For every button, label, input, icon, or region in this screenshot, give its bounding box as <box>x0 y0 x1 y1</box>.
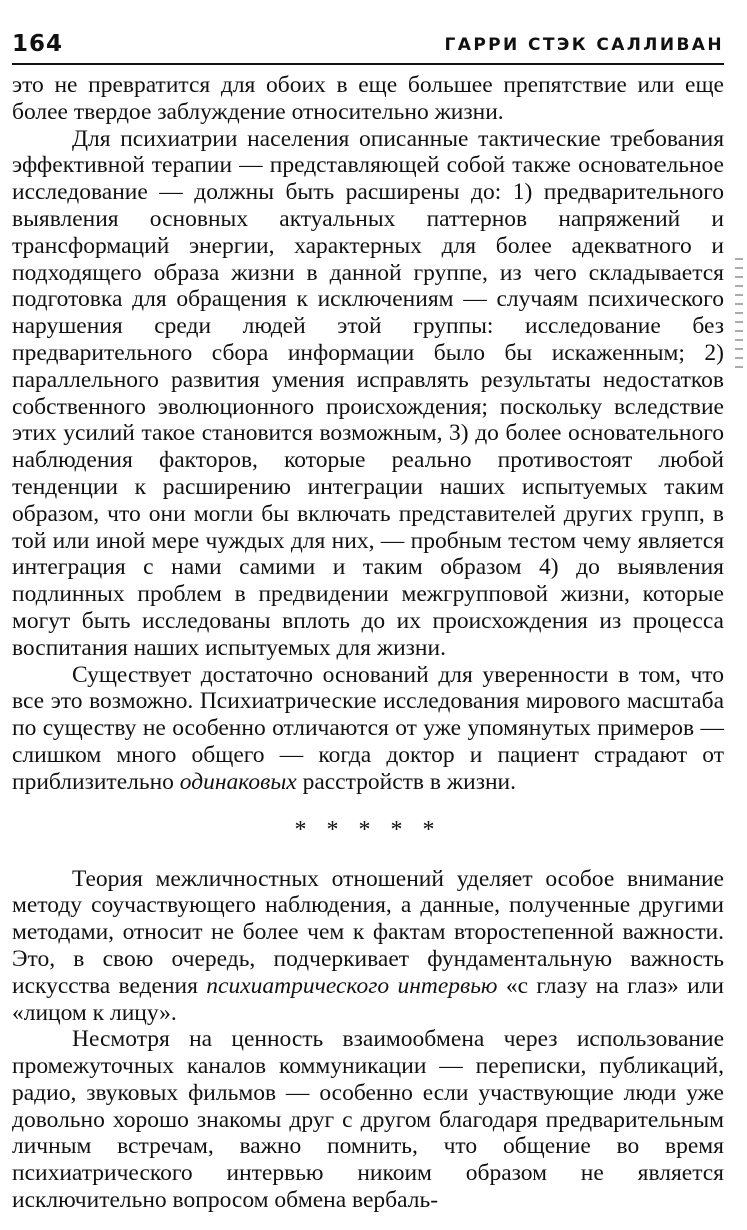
body-text <box>12 72 724 1214</box>
scan-gutter-marks <box>735 258 743 368</box>
section-separator: * * * * * <box>294 816 442 843</box>
header-rule <box>12 63 724 65</box>
paragraph-text-after-emphasis: «с глазу на глаз» или «лицом к лицу». <box>12 972 724 1026</box>
page-header <box>12 30 724 60</box>
paragraph-text-after-emphasis: расстройств в жизни. <box>296 768 517 795</box>
running-head: ГАРРИ СТЭК САЛЛИВАН <box>444 35 724 55</box>
italic-emphasis: психиатрического интервью <box>206 972 498 999</box>
page-number: 164 <box>12 31 64 57</box>
paragraph-population-psychiatry: Для психиатрии населения описанные тактические требования эффективной терапии — представляющей собой также основательное исследование — должны быть расширены до: 1) предварительного выявления основных актуальных паттернов напряжений и трансформаций энергии, характерных для более адекватного и подходящего образа жизни в данной группе, из чего складывается подготовка для обращения к исключениям — случаям психического нарушения среди людей этой группы: исследование без предварительного сбора информации было бы искаженным; 2) параллельного развития умения исправлять результаты недостатков собственного эволюционного происхождения; поскольку вследствие этих усилий такое становится возможным, 3) до более основательного наблюдения факторов, которые реально противостоят любой тенденции к расширению интеграции наших испытуемых таким образом, что они могли бы включать представителей других групп, в той или иной мере чуждых для них, — пробным тестом чему является интеграция с нами самими и таким образом 4) до выявления подлинных проблем в предвидении межгрупповой жизни, которые могут быть исследованы вплоть до их происхождения из процесса воспитания наших испытуемых для жизни. <box>12 125 724 661</box>
paragraph-text-before-emphasis: Существует достаточно оснований для уверенности в том, что все это возможно. Психиатрические исследования мирового масштаба по существу не особенно отличаются от уже упомянутых примеров — слишком много общего — когда доктор и пациент страдают от приблизительно <box>12 661 724 795</box>
paragraph-interpersonal-theory <box>12 866 724 1027</box>
paragraph-text-before-emphasis: Теория межличностных отношений уделяет особое внимание методу соучаствующего наблюдения, а данные, полученные другими методами, относит не более чем к фактам второстепенной важности. Это, в свою очередь, подчеркивает фундаментальную важность искусства ведения <box>12 865 724 999</box>
italic-emphasis: одинаковых <box>179 768 297 795</box>
paragraph-communication-channels: Несмотря на ценность взаимообмена через использование промежуточных каналов коммуникации — переписки, публикаций, радио, звуковых фильмов — особенно если участвующие люди уже довольно хорошо знакомы друг с другом благодаря предварительным личным встречам, важно помнить, что общение во время психиатрического интервью никоим образом не является исключительно вопросом обмена вербаль- <box>12 1026 724 1214</box>
paragraph-world-scale-research <box>12 662 724 796</box>
paragraph-continuation: это не превратится для обоих в еще большее препятствие или еще более твердое заблуждение относительно жизни. <box>12 72 724 125</box>
